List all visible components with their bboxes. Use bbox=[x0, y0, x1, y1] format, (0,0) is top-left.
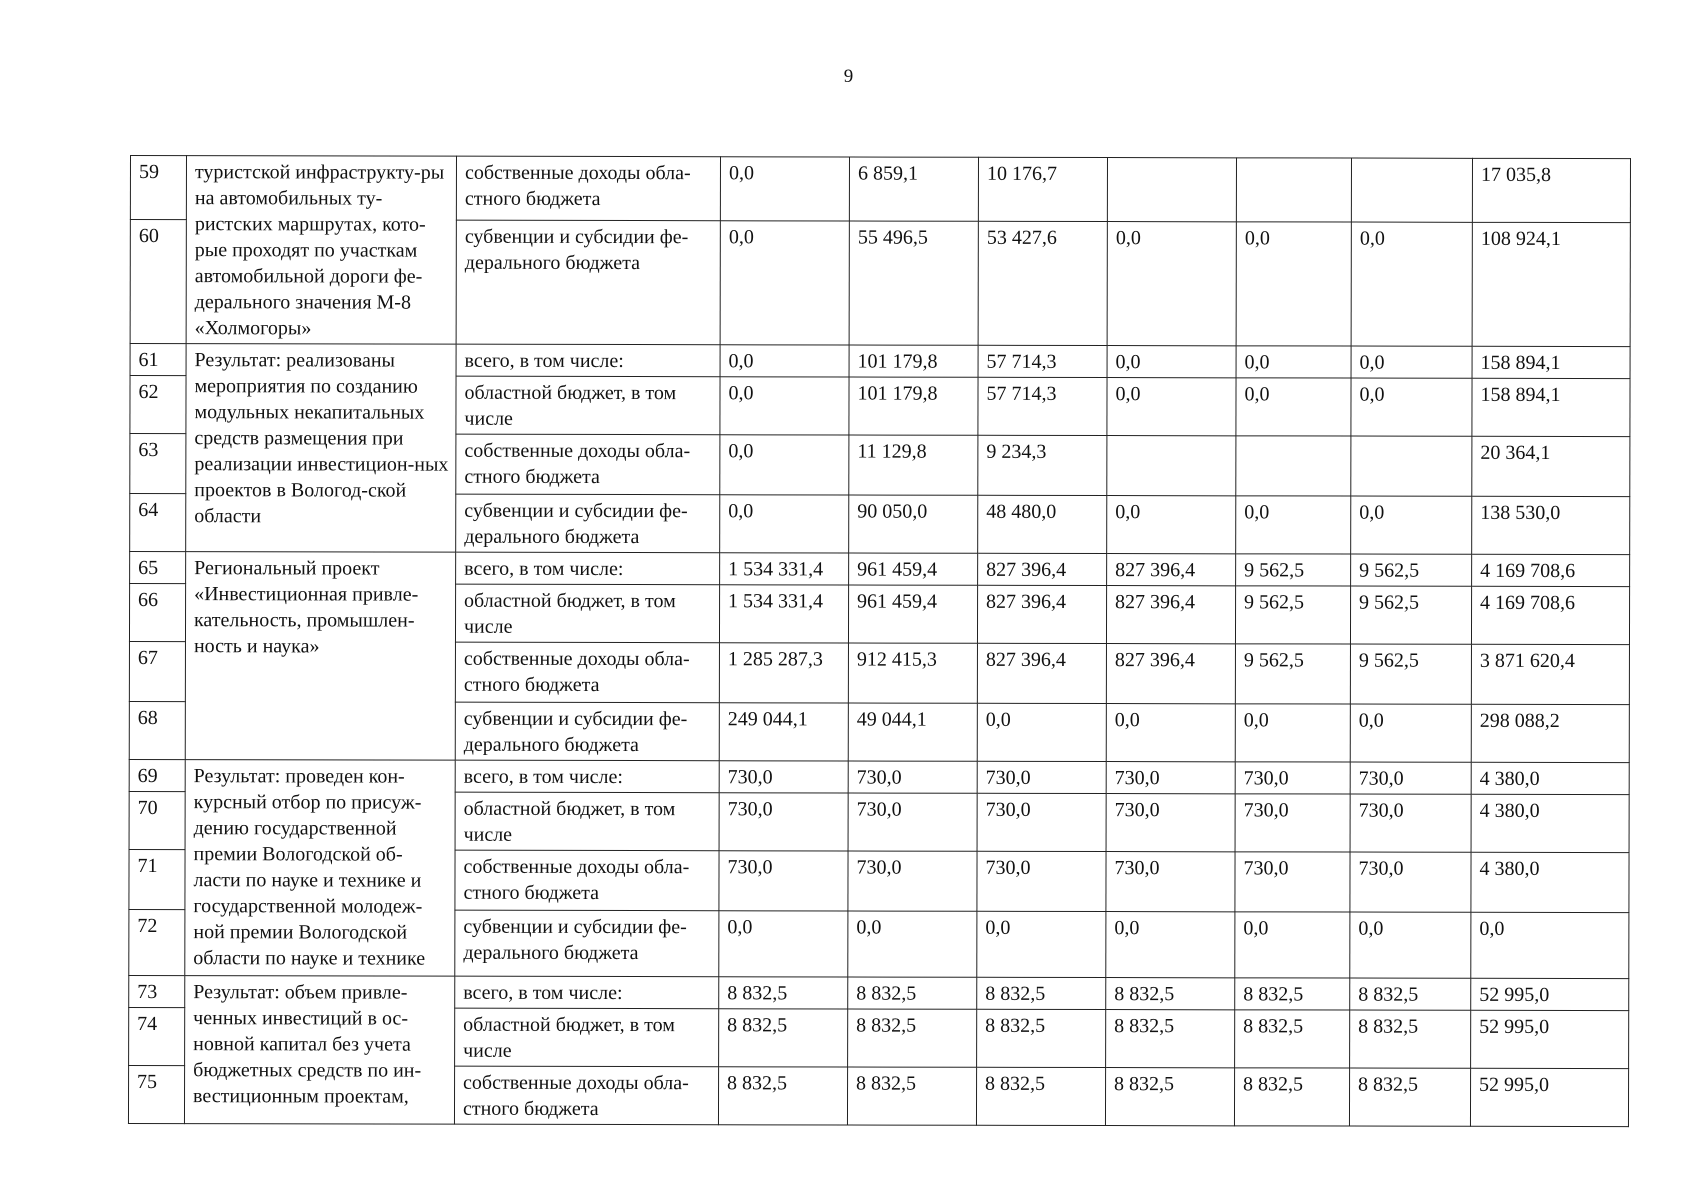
year-value: 0,0 bbox=[720, 221, 849, 345]
year-value: 8 832,5 bbox=[1235, 978, 1350, 1010]
total-value: 52 995,0 bbox=[1471, 978, 1629, 1010]
year-value: 53 427,6 bbox=[978, 221, 1107, 345]
year-value: 730,0 bbox=[977, 793, 1106, 851]
year-value: 8 832,5 bbox=[719, 977, 848, 1009]
year-value: 8 832,5 bbox=[977, 977, 1106, 1009]
year-value: 9 562,5 bbox=[1350, 644, 1471, 704]
year-value: 730,0 bbox=[1235, 762, 1350, 794]
year-value: 9 562,5 bbox=[1236, 554, 1351, 586]
year-value: 730,0 bbox=[848, 793, 977, 851]
year-value: 8 832,5 bbox=[1105, 1068, 1234, 1126]
funding-source: субвенции и субсидии фе-дерального бюджета bbox=[456, 220, 720, 345]
year-value: 55 496,5 bbox=[849, 221, 978, 345]
year-value: 827 396,4 bbox=[1107, 554, 1236, 586]
total-value: 4 169 708,6 bbox=[1472, 554, 1630, 586]
funding-source: всего, в том числе: bbox=[456, 552, 720, 585]
year-value: 0,0 bbox=[977, 703, 1106, 761]
year-value: 827 396,4 bbox=[1106, 586, 1235, 644]
year-value: 8 832,5 bbox=[1235, 1010, 1350, 1068]
year-value: 8 832,5 bbox=[847, 1067, 976, 1125]
year-value: 8 832,5 bbox=[1234, 1068, 1349, 1126]
year-value: 730,0 bbox=[1350, 794, 1471, 852]
year-value: 730,0 bbox=[719, 793, 848, 851]
item-name: Региональный проект «Инвестиционная привле-кательность, промышлен-ность и наука» bbox=[185, 552, 455, 761]
total-value: 4 380,0 bbox=[1471, 852, 1629, 912]
item-name: туристской инфраструкту-ры на автомобильных ту-ристских маршрутах, кото-рые проходят по участкам автомобильной дороги фе-дерального значения М-8 «Холмогоры» bbox=[186, 156, 456, 345]
year-value: 0,0 bbox=[1107, 346, 1236, 378]
year-value: 8 832,5 bbox=[976, 1067, 1105, 1125]
year-value: 0,0 bbox=[720, 157, 849, 221]
table-row bbox=[129, 975, 1629, 1010]
funding-source: областной бюджет, в том числе bbox=[455, 792, 719, 851]
year-value: 827 396,4 bbox=[977, 585, 1106, 643]
year-value: 730,0 bbox=[1350, 852, 1471, 912]
year-value: 730,0 bbox=[1106, 762, 1235, 794]
table-row bbox=[130, 156, 1630, 223]
year-value: 0,0 bbox=[720, 345, 849, 377]
row-number: 72 bbox=[129, 909, 185, 975]
total-value: 52 995,0 bbox=[1471, 1010, 1629, 1068]
total-value: 20 364,1 bbox=[1472, 436, 1630, 496]
year-value: 0,0 bbox=[720, 495, 849, 553]
year-value: 827 396,4 bbox=[977, 643, 1106, 703]
year-value: 1 285 287,3 bbox=[719, 643, 848, 703]
year-value: 730,0 bbox=[1106, 794, 1235, 852]
year-value: 730,0 bbox=[1235, 794, 1350, 852]
row-number: 64 bbox=[130, 494, 186, 552]
funding-source: собственные доходы обла-стного бюджета bbox=[456, 156, 720, 221]
row-number: 71 bbox=[129, 849, 185, 909]
funding-source: субвенции и субсидии фе-дерального бюджета bbox=[456, 494, 720, 553]
year-value: 8 832,5 bbox=[1106, 978, 1235, 1010]
year-value: 1 534 331,4 bbox=[720, 553, 849, 585]
year-value: 48 480,0 bbox=[978, 495, 1107, 553]
year-value: 49 044,1 bbox=[848, 703, 977, 761]
year-value: 0,0 bbox=[1350, 912, 1471, 978]
year-value: 0,0 bbox=[1235, 704, 1350, 762]
row-number: 69 bbox=[129, 759, 185, 791]
year-value: 730,0 bbox=[719, 851, 848, 911]
year-value: 0,0 bbox=[1235, 912, 1350, 978]
year-value: 730,0 bbox=[848, 761, 977, 793]
funding-source: всего, в том числе: bbox=[455, 760, 719, 793]
row-number: 70 bbox=[129, 791, 185, 849]
table-body bbox=[128, 156, 1630, 1127]
year-value: 0,0 bbox=[719, 911, 848, 977]
year-value: 90 050,0 bbox=[849, 495, 978, 553]
row-number: 63 bbox=[130, 434, 186, 494]
total-value: 298 088,2 bbox=[1471, 704, 1629, 762]
year-value bbox=[1107, 158, 1236, 222]
year-value: 0,0 bbox=[848, 911, 977, 977]
funding-source: собственные доходы обла-стного бюджета bbox=[455, 642, 719, 703]
year-value: 0,0 bbox=[1351, 378, 1472, 436]
total-value: 0,0 bbox=[1471, 912, 1629, 978]
funding-source: всего, в том числе: bbox=[455, 976, 719, 1009]
year-value: 8 832,5 bbox=[848, 977, 977, 1009]
year-value: 57 714,3 bbox=[978, 377, 1107, 435]
year-value: 0,0 bbox=[1236, 378, 1351, 436]
year-value: 249 044,1 bbox=[719, 703, 848, 761]
funding-source: собственные доходы обла-стного бюджета bbox=[455, 850, 719, 911]
funding-source: собственные доходы обла-стного бюджета bbox=[456, 434, 720, 495]
total-value: 158 894,1 bbox=[1472, 378, 1630, 436]
year-value: 912 415,3 bbox=[848, 643, 977, 703]
row-number: 68 bbox=[129, 701, 185, 759]
year-value: 9 562,5 bbox=[1351, 554, 1472, 586]
total-value: 138 530,0 bbox=[1472, 496, 1630, 554]
row-number: 59 bbox=[130, 156, 186, 220]
year-value: 0,0 bbox=[1107, 222, 1236, 346]
budget-table-wrapper bbox=[128, 155, 1630, 1127]
row-number: 75 bbox=[128, 1065, 184, 1123]
year-value bbox=[1351, 158, 1472, 222]
total-value: 3 871 620,4 bbox=[1471, 644, 1629, 704]
year-value: 0,0 bbox=[977, 911, 1106, 977]
item-name: Результат: проведен кон-курсный отбор по присуж-дению государственной премии Вологодской об-ласти по науке и технике и государственной молодеж-ной премии Вологодской области по науке и технике bbox=[185, 760, 455, 977]
row-number: 60 bbox=[130, 220, 186, 344]
year-value bbox=[1236, 436, 1351, 496]
year-value: 0,0 bbox=[1351, 222, 1472, 346]
total-value: 52 995,0 bbox=[1470, 1068, 1628, 1126]
year-value: 0,0 bbox=[1350, 704, 1471, 762]
year-value: 6 859,1 bbox=[849, 157, 978, 221]
year-value: 57 714,3 bbox=[978, 345, 1107, 377]
row-number: 65 bbox=[130, 552, 186, 584]
year-value: 9 234,3 bbox=[978, 435, 1107, 495]
row-number: 61 bbox=[130, 344, 186, 376]
year-value: 8 832,5 bbox=[848, 1009, 977, 1067]
total-value: 4 169 708,6 bbox=[1471, 586, 1629, 644]
year-value: 961 459,4 bbox=[848, 585, 977, 643]
year-value: 8 832,5 bbox=[718, 1067, 847, 1125]
funding-source: субвенции и субсидии фе-дерального бюджета bbox=[455, 702, 719, 761]
funding-source: областной бюджет, в том числе bbox=[455, 584, 719, 643]
year-value: 730,0 bbox=[1235, 852, 1350, 912]
row-number: 62 bbox=[130, 376, 186, 434]
year-value: 730,0 bbox=[977, 761, 1106, 793]
year-value: 0,0 bbox=[1236, 222, 1351, 346]
year-value: 8 832,5 bbox=[1349, 1068, 1470, 1126]
year-value: 101 179,8 bbox=[849, 345, 978, 377]
year-value: 1 534 331,4 bbox=[719, 585, 848, 643]
funding-source: областной бюджет, в том числе bbox=[455, 1008, 719, 1067]
year-value: 0,0 bbox=[1107, 378, 1236, 436]
year-value: 961 459,4 bbox=[849, 553, 978, 585]
funding-source: субвенции и субсидии фе-дерального бюджета bbox=[455, 910, 719, 977]
year-value: 9 562,5 bbox=[1350, 586, 1471, 644]
row-number: 66 bbox=[129, 584, 185, 642]
year-value: 827 396,4 bbox=[1106, 644, 1235, 704]
year-value: 0,0 bbox=[720, 377, 849, 435]
year-value: 730,0 bbox=[1106, 852, 1235, 912]
item-name: Результат: реализованы мероприятия по созданию модульных некапитальных средств размещения при реализации инвестицион-ных проектов в Вологод-ской области bbox=[186, 344, 456, 553]
year-value: 0,0 bbox=[1351, 346, 1472, 378]
item-name: Результат: объем привле-ченных инвестиций в ос-новной капитал без учета бюджетных средств по ин-вестиционным проектам, bbox=[184, 976, 454, 1125]
year-value: 9 562,5 bbox=[1235, 586, 1350, 644]
year-value: 101 179,8 bbox=[849, 377, 978, 435]
funding-source: областной бюджет, в том числе bbox=[456, 376, 720, 435]
year-value: 730,0 bbox=[1350, 762, 1471, 794]
page-number: 9 bbox=[843, 66, 854, 87]
row-number: 73 bbox=[129, 975, 185, 1007]
total-value: 17 035,8 bbox=[1472, 158, 1630, 222]
total-value: 4 380,0 bbox=[1471, 762, 1629, 794]
year-value: 0,0 bbox=[1106, 704, 1235, 762]
year-value bbox=[1351, 436, 1472, 496]
year-value: 11 129,8 bbox=[849, 435, 978, 495]
year-value: 0,0 bbox=[720, 435, 849, 495]
year-value: 9 562,5 bbox=[1235, 644, 1350, 704]
budget-table bbox=[128, 155, 1631, 1127]
year-value: 827 396,4 bbox=[978, 553, 1107, 585]
year-value: 8 832,5 bbox=[977, 1009, 1106, 1067]
year-value bbox=[1107, 436, 1236, 496]
year-value: 730,0 bbox=[977, 851, 1106, 911]
table-row bbox=[129, 759, 1629, 794]
year-value: 10 176,7 bbox=[978, 157, 1107, 221]
year-value: 730,0 bbox=[848, 851, 977, 911]
year-value: 0,0 bbox=[1236, 346, 1351, 378]
year-value: 8 832,5 bbox=[1350, 978, 1471, 1010]
funding-source: собственные доходы обла-стного бюджета bbox=[454, 1066, 718, 1125]
row-number: 67 bbox=[129, 642, 185, 702]
year-value: 0,0 bbox=[1236, 496, 1351, 554]
year-value: 730,0 bbox=[719, 761, 848, 793]
year-value: 0,0 bbox=[1351, 496, 1472, 554]
year-value: 8 832,5 bbox=[719, 1009, 848, 1067]
total-value: 4 380,0 bbox=[1471, 794, 1629, 852]
row-number: 74 bbox=[129, 1007, 185, 1065]
funding-source: всего, в том числе: bbox=[456, 344, 720, 377]
year-value bbox=[1236, 158, 1351, 222]
year-value: 0,0 bbox=[1106, 912, 1235, 978]
table-row bbox=[130, 552, 1630, 587]
table-row bbox=[130, 344, 1630, 379]
year-value: 8 832,5 bbox=[1350, 1010, 1471, 1068]
total-value: 158 894,1 bbox=[1472, 346, 1630, 378]
year-value: 8 832,5 bbox=[1106, 1010, 1235, 1068]
year-value: 0,0 bbox=[1107, 496, 1236, 554]
total-value: 108 924,1 bbox=[1472, 222, 1630, 346]
